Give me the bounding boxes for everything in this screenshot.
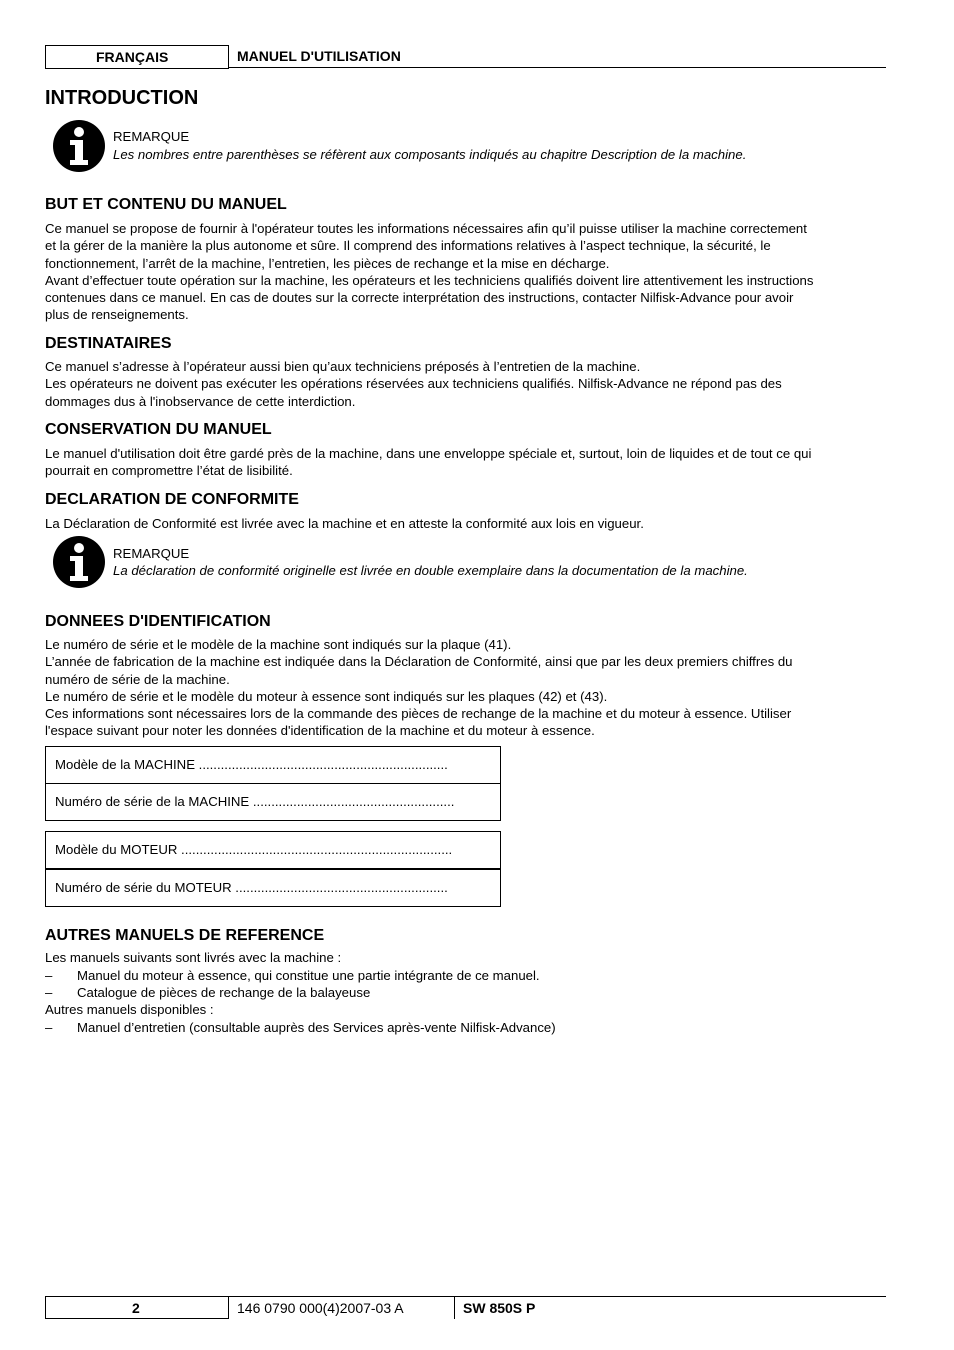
section-title-but: BUT ET CONTENU DU MANUEL bbox=[45, 196, 287, 213]
engine-serial-field[interactable] bbox=[45, 869, 501, 907]
note-label: REMARQUE bbox=[113, 546, 190, 561]
paragraph-line: L’année de fabrication de la machine est indiquée dans la Déclaration de Conformité, ainsi que par les deux premiers chiffres du bbox=[45, 654, 793, 670]
footer-page-box bbox=[45, 1296, 229, 1319]
paragraph-line: Avant d’effectuer toute opération sur la machine, les opérateurs et les techniciens qualifiés doivent lire attentivement les instructions bbox=[45, 272, 814, 288]
section-body-destinataires bbox=[45, 358, 890, 410]
header-language: FRANÇAIS bbox=[96, 49, 169, 65]
list-intro: Autres manuels disponibles : bbox=[45, 1002, 214, 1017]
paragraph-line: Le numéro de série et le modèle de la machine sont indiqués sur la plaque (41). bbox=[45, 637, 512, 652]
section-body-declaration bbox=[45, 515, 890, 532]
paragraph-line: numéro de série de la machine. bbox=[45, 671, 230, 687]
section-body-conservation bbox=[45, 445, 890, 480]
paragraph-line: La Déclaration de Conformité est livrée avec la machine et en atteste la conformité aux lois en vigueur. bbox=[45, 516, 644, 531]
machine-model-field[interactable] bbox=[45, 746, 501, 784]
machine-serial-field[interactable] bbox=[45, 783, 501, 821]
paragraph-line: Ce manuel s’adresse à l’opérateur aussi bien qu’aux techniciens préposés à l’entretien de la machine. bbox=[45, 359, 641, 374]
list-intro: Les manuels suivants sont livrés avec la machine : bbox=[45, 950, 342, 965]
dash-bullet: – bbox=[45, 968, 53, 983]
section-title-declaration: DECLARATION DE CONFORMITE bbox=[45, 491, 299, 508]
note-text: La déclaration de conformité originelle est livrée en double exemplaire dans la documentation de la machine. bbox=[113, 563, 748, 578]
engine-model-field[interactable] bbox=[45, 831, 501, 869]
field-label: Modèle du MOTEUR .......................................................................... bbox=[55, 842, 453, 857]
paragraph-line: l'espace suivant pour noter les données d'identification de la machine et du moteur à essence. bbox=[45, 723, 595, 739]
section-title-destinataires: DESTINATAIRES bbox=[45, 335, 172, 352]
paragraph-line: Ce manuel se propose de fournir à l'opérateur toutes les informations nécessaires afin qu’il puisse utiliser la machine correctement bbox=[45, 221, 807, 236]
paragraph-line: pourrait en compromettre l’état de lisibilité. bbox=[45, 463, 293, 479]
dash-bullet: – bbox=[45, 985, 53, 1000]
header-rule bbox=[228, 67, 886, 68]
dash-bullet: – bbox=[45, 1020, 53, 1035]
section-body-identification bbox=[45, 636, 890, 740]
list-item bbox=[45, 985, 370, 1000]
info-icon bbox=[53, 120, 105, 172]
page-number: 2 bbox=[132, 1300, 140, 1316]
list-item-text: Manuel d’entretien (consultable auprès des Services après-vente Nilfisk-Advance) bbox=[77, 1020, 556, 1035]
list-item-text: Catalogue de pièces de rechange de la balayeuse bbox=[77, 985, 371, 1000]
header-manual-title: MANUEL D'UTILISATION bbox=[237, 48, 401, 64]
footer-doc-code: 146 0790 000(4)2007-03 A bbox=[237, 1300, 404, 1316]
paragraph-line: dommages dus à l'inobservance de cette interdiction. bbox=[45, 393, 356, 409]
footer-divider bbox=[454, 1296, 455, 1319]
paragraph-line: Les opérateurs ne doivent pas exécuter les opérations réservées aux techniciens qualifiés. Nilfisk-Advance ne répond pas des bbox=[45, 376, 782, 392]
info-icon bbox=[53, 536, 105, 588]
footer-model: SW 850S P bbox=[463, 1300, 536, 1316]
page-title: INTRODUCTION bbox=[45, 87, 199, 109]
section-body-but bbox=[45, 220, 890, 324]
paragraph-line: Le manuel d'utilisation doit être gardé près de la machine, dans une enveloppe spéciale et, surtout, loin de liquides et de tout ce qui bbox=[45, 446, 812, 461]
paragraph-line: Le numéro de série et le modèle du moteur à essence sont indiqués sur les plaques (42) et (43). bbox=[45, 688, 608, 704]
paragraph-line: contenues dans ce manuel. En cas de doutes sur la correcte interprétation des instructions, contacter Nilfisk-Advance pour avoir bbox=[45, 290, 794, 306]
section-title-identification: DONNEES D'IDENTIFICATION bbox=[45, 613, 271, 630]
list-item-text: Manuel du moteur à essence, qui constitue une partie intégrante de ce manuel. bbox=[77, 968, 540, 983]
field-label: Modèle de la MACHINE .................................................................... bbox=[55, 757, 448, 772]
field-label: Numéro de série de la MACHINE ....................................................... bbox=[55, 794, 455, 809]
paragraph-line: plus de renseignements. bbox=[45, 307, 189, 323]
paragraph-line: fonctionnement, l’arrêt de la machine, l’entretien, les pièces de rechange et la mise en décharge. bbox=[45, 255, 610, 271]
paragraph-line: Ces informations sont nécessaires lors de la commande des pièces de rechange de la machine et du moteur à essence. Utiliser bbox=[45, 706, 792, 722]
paragraph-line: et la gérer de la manière la plus autonome et sûre. Il comprend des informations relatives à l’aspect technique, la sécurité, le bbox=[45, 238, 771, 254]
note-label: REMARQUE bbox=[113, 129, 190, 144]
list-item bbox=[45, 1020, 556, 1035]
section-title-autres: AUTRES MANUELS DE REFERENCE bbox=[45, 927, 325, 944]
note-text: Les nombres entre parenthèses se réfèrent aux composants indiqués au chapitre Description de la machine. bbox=[113, 147, 747, 162]
field-label: Numéro de série du MOTEUR .......................................................... bbox=[55, 880, 448, 895]
header-language-box bbox=[45, 45, 229, 69]
list-item bbox=[45, 968, 540, 983]
section-title-conservation: CONSERVATION DU MANUEL bbox=[45, 421, 272, 438]
